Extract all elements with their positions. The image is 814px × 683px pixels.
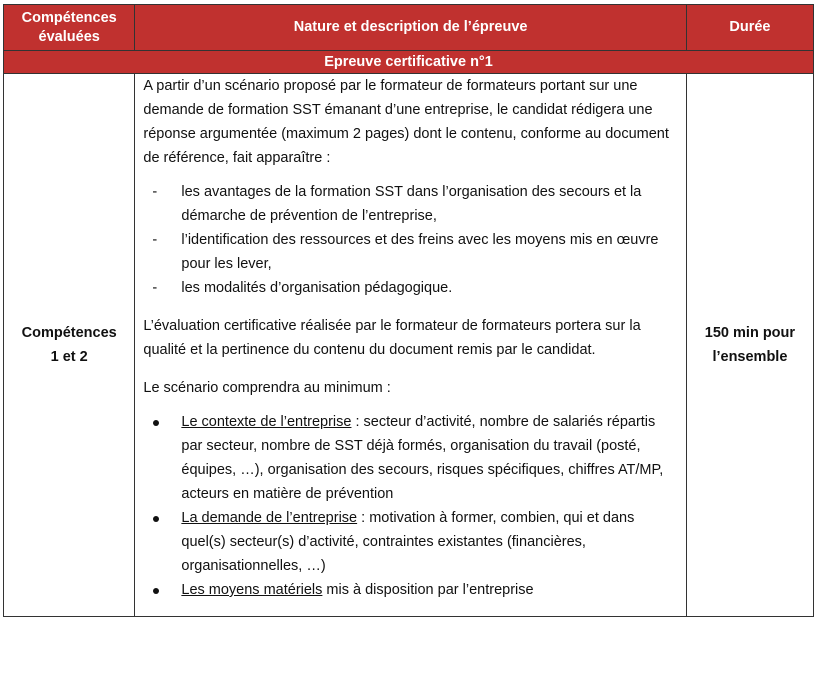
header-duree: Durée xyxy=(686,5,813,51)
bullet-text: mis à disposition par l’entreprise xyxy=(322,582,534,598)
content-row xyxy=(4,74,814,617)
bullet-text: : motivation à former, combien, qui et dans quel(s) secteur(s) d’activité, contraintes existantes (financières, organisationnelles, …) xyxy=(181,510,635,574)
header-competences-line2: évaluées xyxy=(38,28,100,45)
dash-marker: - xyxy=(152,280,158,296)
dash-item-text: les modalités d’organisation pédagogique. xyxy=(181,280,453,296)
header-nature: Nature et description de l’épreuve xyxy=(135,5,686,51)
bullet-title: Le contexte de l’entreprise xyxy=(181,414,352,430)
competences-line2: 1 et 2 xyxy=(50,349,88,365)
duree-line2: l’ensemble xyxy=(712,349,788,365)
scenario-intro: Le scénario comprendra au minimum : xyxy=(143,380,391,396)
bullet-title: Les moyens matériels xyxy=(181,582,323,598)
header-competences-line1: Compétences xyxy=(21,9,117,26)
dash-item xyxy=(143,276,677,300)
bullet-dot-icon xyxy=(153,420,159,426)
dash-marker: - xyxy=(152,184,158,200)
bullet-list xyxy=(143,410,677,602)
competences-cell xyxy=(4,74,135,617)
bullet-text: : secteur d’activité, nombre de salariés répartis par secteur, nombre de SST déjà formés, organisation du travail (posté, équipes, …), organisation des secours, risques spécifiques, chiffres AT/MP, acteurs en matière de prévention xyxy=(181,414,664,502)
intro-paragraph: A partir d’un scénario proposé par le formateur de formateurs portant sur une demande de formation SST émanant d’une entreprise, le candidat rédigera une réponse argumentée (maximum 2 pages) dont le contenu, conforme au document de référence, fait apparaître : xyxy=(143,78,669,166)
dash-item xyxy=(143,228,677,276)
description-cell xyxy=(135,74,686,617)
header-competences xyxy=(4,5,135,51)
duree-line1: 150 min pour xyxy=(704,325,796,341)
competences-line1: Compétences xyxy=(21,325,117,341)
bullet-title: La demande de l’entreprise xyxy=(181,510,358,526)
dash-item xyxy=(143,180,677,228)
dash-list xyxy=(143,180,677,300)
evaluation-paragraph: L’évaluation certificative réalisée par le formateur de formateurs portera sur la qualité et la pertinence du contenu du document remis par le candidat. xyxy=(143,318,641,358)
dash-item-text: les avantages de la formation SST dans l’organisation des secours et la démarche de prévention de l’entreprise, xyxy=(181,184,642,224)
dash-marker: - xyxy=(152,232,158,248)
subheader-row xyxy=(4,51,814,74)
bullet-item xyxy=(143,410,677,506)
bullet-item xyxy=(143,506,677,578)
evaluation-table xyxy=(3,4,814,617)
dash-item-text: l’identification des ressources et des freins avec les moyens mis en œuvre pour les lever, xyxy=(181,232,659,272)
subheader-title: Epreuve certificative n°1 xyxy=(4,51,814,74)
table-header-row xyxy=(4,5,814,51)
bullet-dot-icon xyxy=(153,516,159,522)
bullet-dot-icon xyxy=(153,588,159,594)
duree-cell xyxy=(686,74,813,617)
bullet-item xyxy=(143,578,677,602)
